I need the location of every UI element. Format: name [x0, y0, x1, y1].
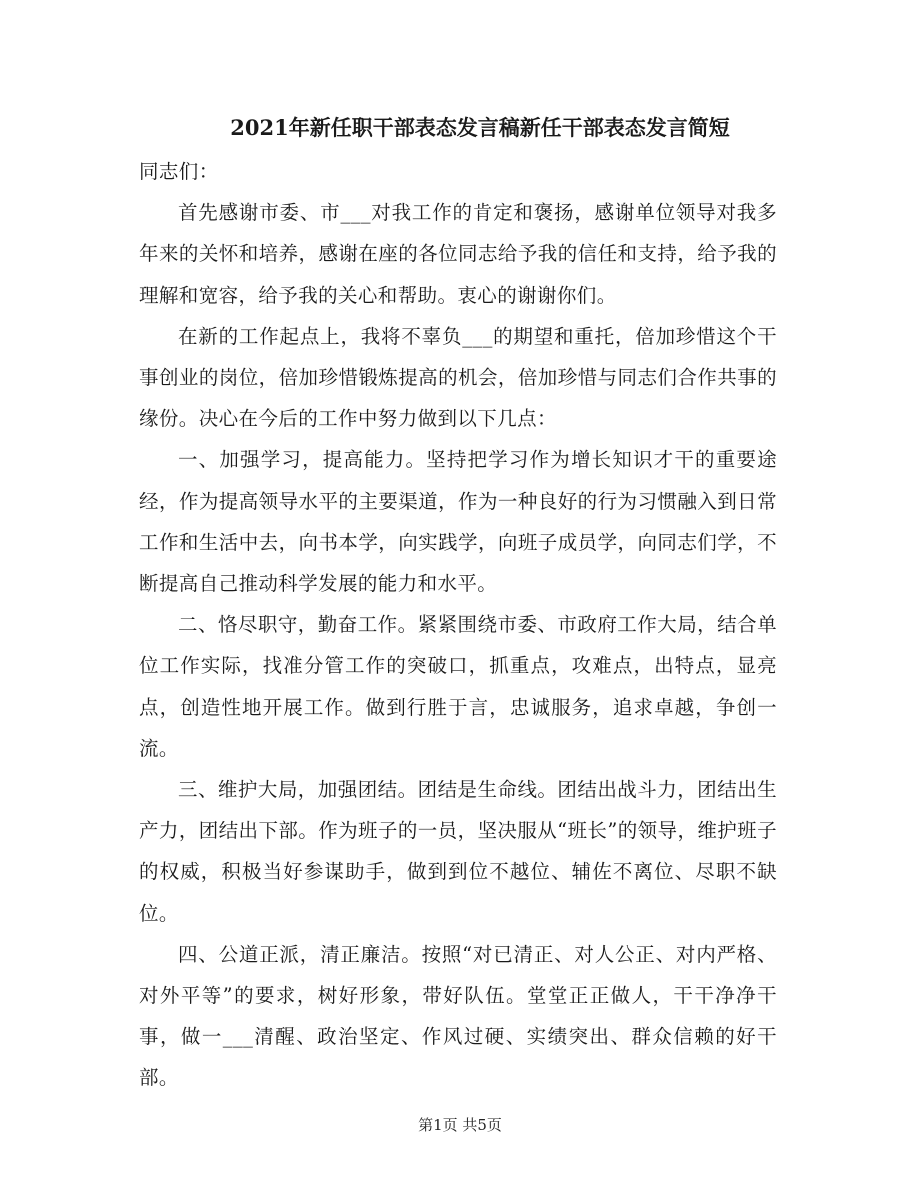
paragraph-point-1: 一、加强学习，提高能力。坚持把学习作为增长知识才干的重要途经，作为提高领导水平的主要渠道，作为一种良好的行为习惯融入到日常工作和生活中去，向书本学，向实践学，向班子成员学，向同志们学，不断提高自己推动科学发展的能力和水平。	[139, 448, 777, 596]
paragraph-point-4: 四、公道正派，清正廉洁。按照“对已清正、对人公正、对内严格、对外平等”的要求，树好形象，带好队伍。堂堂正正做人，干干净净干事，做一___清醒、政治坚定、作风过硬、实绩突出、群众信赖的好干部。	[139, 942, 777, 1090]
document-title: 2021年新任职干部表态发言稿新任干部表态发言简短	[230, 115, 730, 140]
paragraph-thanks: 首先感谢市委、市___对我工作的肯定和褒扬，感谢单位领导对我多年来的关怀和培养，感谢在座的各位同志给予我的信任和支持，给予我的理解和宽容，给予我的关心和帮助。衷心的谢谢你们。	[139, 201, 777, 307]
document-body	[139, 151, 777, 1099]
paragraph-point-2: 二、恪尽职守，勤奋工作。紧紧围绕市委、市政府工作大局，结合单位工作实际，找准分管工作的突破口，抓重点，攻难点，出特点，显亮点，创造性地开展工作。做到行胜于言，忠诚服务，追求卓越，争创一流。	[139, 613, 777, 760]
paragraph-commitment: 在新的工作起点上，我将不辜负___的期望和重托，倍加珍惜这个干事创业的岗位，倍加珍惜锻炼提高的机会，倍加珍惜与同志们合作共事的缘份。决心在今后的工作中努力做到以下几点：	[139, 324, 777, 431]
salutation: 同志们：	[139, 160, 219, 183]
paragraph-point-3: 三、维护大局，加强团结。团结是生命线。团结出战斗力，团结出生产力，团结出下部。作为班子的一员，坚决服从“班长”的领导，维护班子的权威，积极当好参谋助手，做到到位不越位、辅佐不离位、尽职不缺位。	[139, 778, 777, 925]
page-indicator: 第1页 共5页	[418, 1116, 502, 1134]
